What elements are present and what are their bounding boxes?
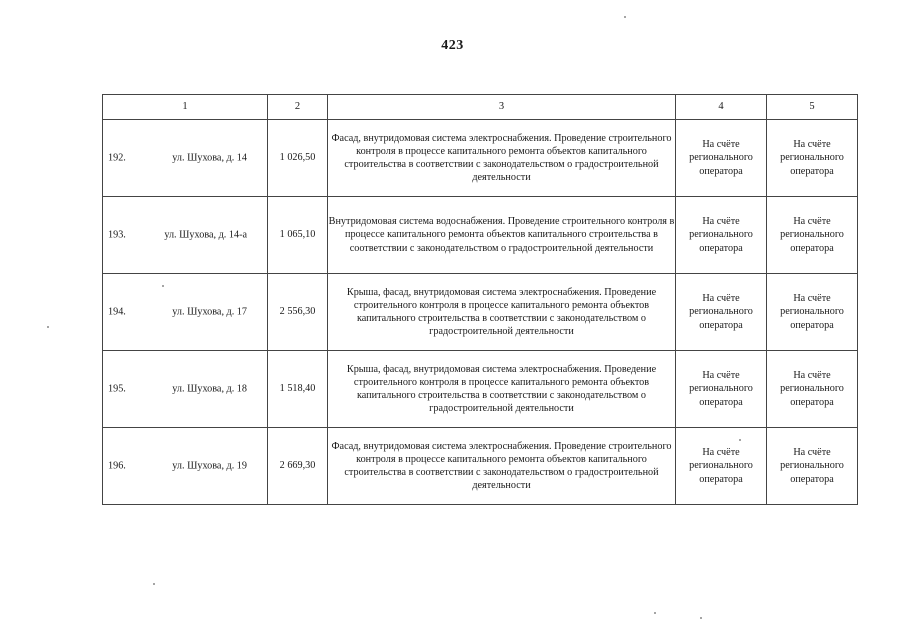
column-header-3: 3 xyxy=(328,95,676,120)
funding-cell-col4: На счёте регионального оператора xyxy=(676,120,767,197)
capital-repair-table xyxy=(102,94,858,505)
address-text: ул. Шухова, д. 14-а xyxy=(164,229,247,241)
funding-cell-col4: На счёте регионального оператора xyxy=(676,274,767,351)
table-row xyxy=(103,351,858,428)
address-text: ул. Шухова, д. 14 xyxy=(172,152,247,164)
funding-cell-col5: На счёте регионального оператора xyxy=(767,351,858,428)
scan-speck xyxy=(47,326,49,328)
area-cell: 1 026,50 xyxy=(268,120,328,197)
scan-speck xyxy=(153,583,155,585)
column-header-4: 4 xyxy=(676,95,767,120)
work-description-cell: Внутридомовая система водоснабжения. Проведение строительного контроля в процессе капитального ремонта объектов капитального строительства в соответствии с законодательством о градостроительной деятельности xyxy=(328,197,676,274)
scan-speck xyxy=(739,439,741,441)
address-text: ул. Шухова, д. 18 xyxy=(172,383,247,395)
row-number: 193. xyxy=(108,229,126,241)
area-cell: 1 518,40 xyxy=(268,351,328,428)
address-cell xyxy=(103,428,268,505)
funding-cell-col5: На счёте регионального оператора xyxy=(767,197,858,274)
row-number: 196. xyxy=(108,460,126,472)
scan-speck xyxy=(162,285,164,287)
work-description-cell: Фасад, внутридомовая система электроснабжения. Проведение строительного контроля в процессе капитального ремонта объектов капитального строительства в соответствии с законодательством о градостроительной деятельности xyxy=(328,120,676,197)
funding-cell-col5: На счёте регионального оператора xyxy=(767,274,858,351)
scan-speck xyxy=(624,16,626,18)
work-description-cell: Крыша, фасад, внутридомовая система электроснабжения. Проведение строительного контроля в процессе капитального ремонта объектов капитального строительства в соответствии с законодательством о градостроительной деятельности xyxy=(328,351,676,428)
address-cell xyxy=(103,274,268,351)
row-number: 192. xyxy=(108,152,126,164)
page-number: 423 xyxy=(441,38,464,53)
table-row xyxy=(103,274,858,351)
address-text: ул. Шухова, д. 19 xyxy=(172,460,247,472)
funding-cell-col5: На счёте регионального оператора xyxy=(767,428,858,505)
column-header-1: 1 xyxy=(103,95,268,120)
row-number: 195. xyxy=(108,383,126,395)
area-cell: 2 669,30 xyxy=(268,428,328,505)
funding-cell-col4: На счёте регионального оператора xyxy=(676,197,767,274)
work-description-cell: Фасад, внутридомовая система электроснабжения. Проведение строительного контроля в процессе капитального ремонта объектов капитального строительства в соответствии с законодательством о градостроительной деятельности xyxy=(328,428,676,505)
column-header-2: 2 xyxy=(268,95,328,120)
funding-cell-col5: На счёте регионального оператора xyxy=(767,120,858,197)
row-number: 194. xyxy=(108,306,126,318)
funding-cell-col4: На счёте регионального оператора xyxy=(676,351,767,428)
table-row xyxy=(103,197,858,274)
address-cell xyxy=(103,120,268,197)
table-header-row xyxy=(103,95,858,120)
table-row xyxy=(103,120,858,197)
scan-speck xyxy=(654,612,656,614)
table-row xyxy=(103,428,858,505)
funding-cell-col4: На счёте регионального оператора xyxy=(676,428,767,505)
address-cell xyxy=(103,351,268,428)
work-description-cell: Крыша, фасад, внутридомовая система электроснабжения. Проведение строительного контроля в процессе капитального ремонта объектов капитального строительства в соответствии с законодательством о градостроительной деятельности xyxy=(328,274,676,351)
scan-speck xyxy=(700,617,702,619)
address-cell xyxy=(103,197,268,274)
area-cell: 2 556,30 xyxy=(268,274,328,351)
column-header-5: 5 xyxy=(767,95,858,120)
area-cell: 1 065,10 xyxy=(268,197,328,274)
address-text: ул. Шухова, д. 17 xyxy=(172,306,247,318)
